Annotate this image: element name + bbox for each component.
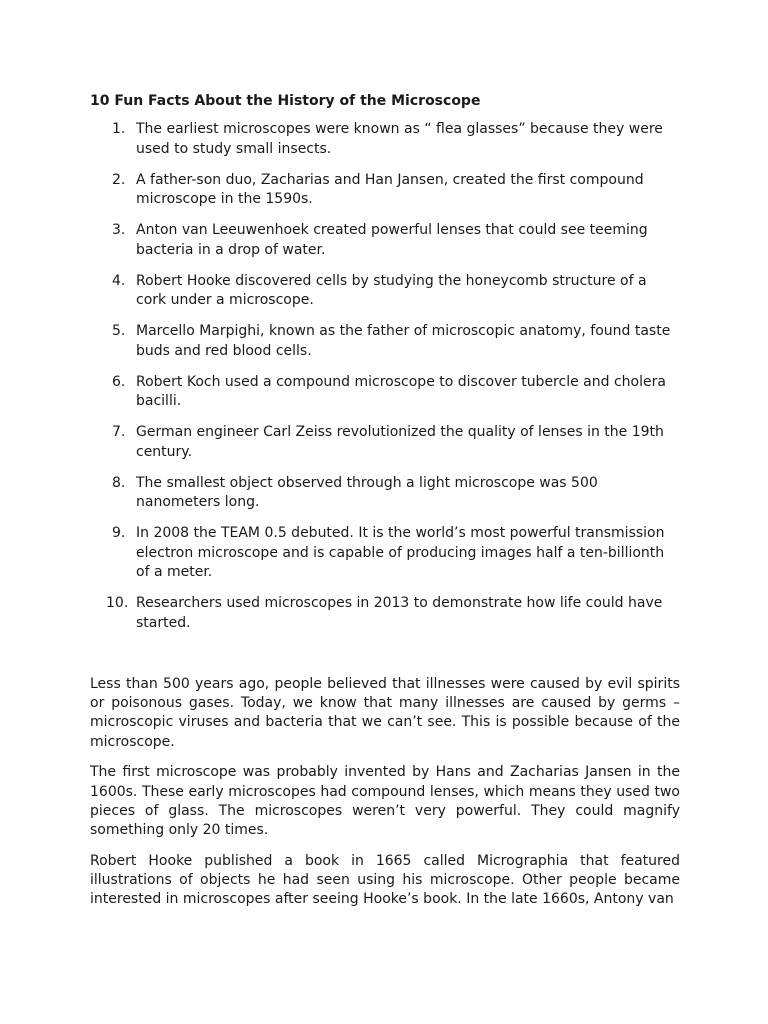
fact-item: [90, 524, 680, 583]
fact-number: 10.: [106, 595, 129, 611]
fact-text: A father-son duo, Zacharias and Han Jansen, created the first compound microscope in the 1590s.: [136, 171, 644, 207]
fact-item: [90, 322, 680, 361]
fact-text: Anton van Leeuwenhoek created powerful lenses that could see teeming bacteria in a drop of water.: [136, 222, 648, 258]
fact-text: Researchers used microscopes in 2013 to demonstrate how life could have started.: [136, 595, 663, 631]
fact-number: 6.: [112, 373, 126, 390]
body-paragraph: Robert Hooke published a book in 1665 called Micrographia that featured illustrations of objects he had seen using his microscope. Other people became interested in microscopes after seeing Hooke’s book. In the late 1660s, Antony van: [90, 852, 680, 908]
fact-number: 4.: [112, 272, 126, 289]
body-paragraph: The first microscope was probably invented by Hans and Zacharias Jansen in the 1600s. These early microscopes had compound lenses, which means they used two pieces of glass. The microscopes weren’t very powerful. They could magnify something only 20 times.: [90, 764, 680, 838]
facts-list: [90, 120, 680, 633]
fact-item: [90, 272, 680, 311]
fact-text: In 2008 the TEAM 0.5 debuted. It is the world’s most powerful transmission electron microscope and is capable of producing images half a ten-billionth of a meter.: [136, 525, 665, 580]
fact-number: 2.: [112, 171, 126, 188]
fact-text: Marcello Marpighi, known as the father of microscopic anatomy, found taste buds and red blood cells.: [136, 323, 671, 359]
fact-number: 7.: [112, 424, 126, 440]
fact-number: 5.: [112, 323, 126, 339]
fact-number: 9.: [112, 525, 126, 541]
fact-item: [90, 423, 680, 462]
fact-item: [90, 594, 680, 633]
fact-text: German engineer Carl Zeiss revolutionized the quality of lenses in the 19th century.: [136, 424, 664, 460]
fact-number: 8.: [112, 474, 126, 491]
fact-item: [90, 120, 680, 159]
fact-item: [90, 221, 680, 260]
fact-text: The earliest microscopes were known as “ flea glasses” because they were used to study small insects.: [136, 121, 663, 157]
document-page: [90, 91, 680, 921]
fact-item: [90, 373, 680, 412]
fact-text: Robert Koch used a compound microscope to discover tubercle and cholera bacilli.: [136, 373, 666, 409]
body-section: [90, 675, 680, 909]
body-paragraph: Less than 500 years ago, people believed that illnesses were caused by evil spirits or poisonous gases. Today, we know that many illnesses are caused by germs – microscopic viruses and bacteria that we can’t see. This is possible because of the microscope.: [90, 676, 680, 750]
fact-item: [90, 171, 680, 210]
fact-text: The smallest object observed through a light microscope was 500 nanometers long.: [136, 474, 598, 510]
document-title: 10 Fun Facts About the History of the Microscope: [90, 93, 481, 109]
fact-item: [90, 474, 680, 513]
fact-text: Robert Hooke discovered cells by studying the honeycomb structure of a cork under a microscope.: [136, 272, 647, 308]
fact-number: 1.: [112, 121, 126, 137]
fact-number: 3.: [112, 222, 126, 238]
